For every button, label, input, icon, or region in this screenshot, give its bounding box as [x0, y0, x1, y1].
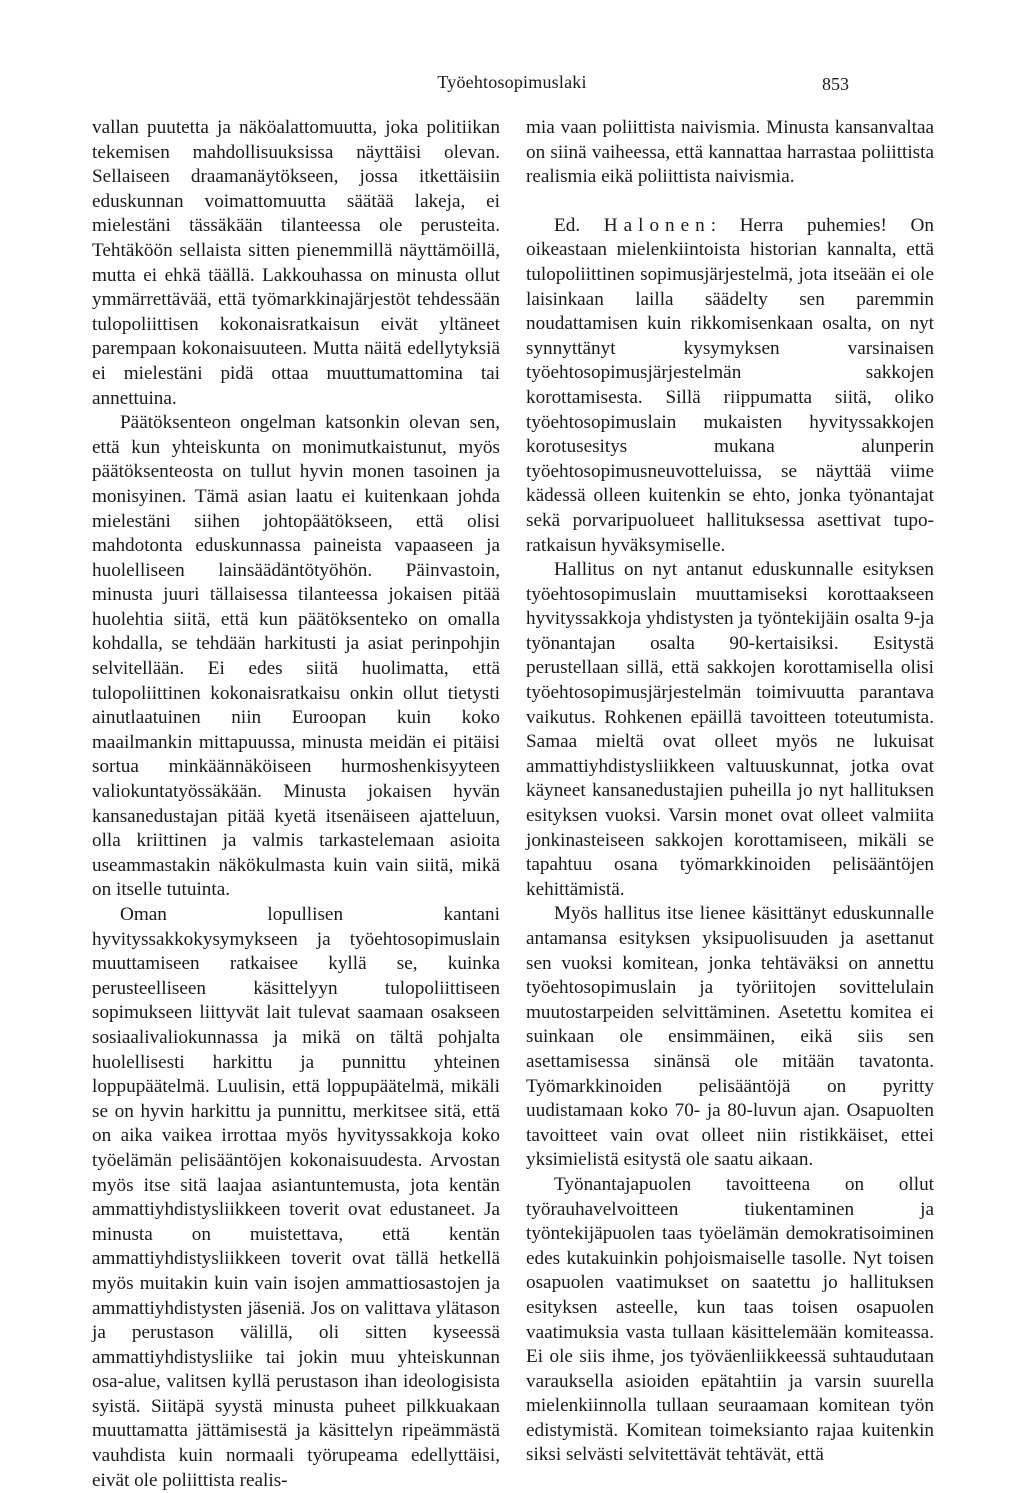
right-column	[526, 116, 934, 1468]
paragraph: Hallitus on nyt antanut eduskunnalle esityksen työehtosopimuslain muuttamiseksi korottaakseen hyvityssakkoja yhdistysten ja työntekijäin osalta 9-ja työnantajan osalta 90-kertaisiksi. Esitystä perustellaan sillä, että sakkojen korottamisella olisi työehtosopimusjärjestelmän toimivuutta parantava vaikutus. Rohkenen epäillä tavoitteen toteutumista. Samaa mieltä ovat olleet myös ne lukuisat ammattiyhdistysliikkeen valtuuskunnat, jotka ovat käyneet kansanedustajien puheilla jo nyt hallituksen esityksen vuoksi. Varsin monet ovat olleet valmiita jonkinasteiseen sakkojen korottamiseen, mikäli se tapahtuu osana työmarkkinoiden pelisääntöjen kehittämistä.	[526, 559, 934, 900]
speaker-prefix: Ed.	[554, 214, 604, 236]
left-column	[92, 116, 500, 1493]
paragraph: Oman lopullisen kantani hyvityssakkokysymykseen ja työehtosopimuslain muuttamiseen ratkaisee kyllä se, kuinka perusteelliseen käsittelyyn tulopoliittiseen sopimukseen liittyvät lait tulevat saamaan osakseen sosiaalivaliokunnassa ja mikä on tältä pohjalta huolellisesti harkittu ja punnittu yhteinen loppupäätelmä. Luulisin, että loppupäätelmä, mikäli se on hyvin harkittu ja punnittu, merkitsee sitä, että on aika vaikea irrottaa myös hyvityssakkoja koko työelämän pelisääntöjen kokonaisuudesta. Arvostan myös itse sitä laajaa asiantuntemusta, jota kentän ammattiyhdistysliikkeen toverit ovat edustaneet. Ja minusta on muistettava, että kentän ammattiyhdistysliikkeen toverit ovat tällä hetkellä myös muitakin kuin vain isojen ammattiosastojen ja ammattiyhdistysten jäseniä. Jos on valittava ylätason ja perustason välillä, oli sitten kyseessä ammattiyhdistysliike tai jokin muu yhteiskunnan osa-alue, valitsen kyllä perustason ihan ideologisista syistä. Siitäpä syystä minusta puheet pilkkuakaan muuttamatta jättämisestä ja käsittelyn ripeämmästä vauhdista kuin normaali työrupeama edellyttäisi, eivät ole poliittista realis-	[92, 904, 500, 1491]
paragraph: Työnantajapuolen tavoitteena on ollut työrauhavelvoitteen tiukentaminen ja työntekijäpuolen taas työelämän demokratisoiminen edes kutakuinkin pohjoismaiselle tasolle. Nyt toisen osapuolen vaatimukset on saatettu jo hallituksen esityksen asteelle, kun taas toisen osapuolen vaatimuksia vasta tullaan käsittelemään komiteassa. Ei ole siis ihme, jos työväenliikkeessä suhtaudutaan varauksella asioiden epätahtiin ja varsin suurella mielenkiinnolla tullaan seuraamaan komitean työn edistymistä. Komitean toimeksianto rajaa kuitenkin siksi selvästi selvitettävät tehtävät, että	[526, 1173, 934, 1466]
paragraph: Myös hallitus itse lienee käsittänyt eduskunnalle antamansa esityksen yksipuolisuuden ja asettanut sen vuoksi komitean, jonka tehtäväksi on annettu työehtosopimuslain ja työriitojen sovittelulain muutostarpeiden selvittäminen. Asetettu komitea ei suinkaan ole ensimmäinen, eikä siis sen asettamisessa sinänsä ole mitään tavatonta. Työmarkkinoiden pelisääntöjä on pyritty uudistamaan koko 70- ja 80-luvun ajan. Osapuolten tavoitteet vain ovat olleet niin ristikkäiset, ettei yksimielistä esitystä ole saatu aikaan.	[526, 903, 934, 1171]
page-header	[0, 68, 1024, 98]
paragraph: vallan puutetta ja näköalattomuutta, joka politiikan tekemisen mahdollisuuksissa näyttäisi olevan. Sellaiseen draamanäytökseen, jossa itkettäisiin eduskunnan voimattomuutta säätää lakeja, ei mielestäni tässäkään tilanteessa ole perusteita. Tehtäköön sellaista sitten pienemmillä näyttämöillä, mutta ei ehkä täällä. Lakkouhassa on minusta ollut ymmärrettävää, että työmarkkinajärjestöt tehdessään tulopoliittisen kokonaisratkaisun eivät yltäneet parempaan kokonaisuuteen. Mutta näitä edellytyksiä ei mielestäni pidä ottaa muuttumattomina tai annettuina.	[92, 117, 500, 409]
speaker-separator: :	[710, 214, 740, 236]
speech-paragraph	[526, 214, 934, 558]
running-title: Työehtosopimuslaki	[437, 72, 587, 92]
page-number: 853	[822, 74, 849, 94]
speaker-name: Halonen	[603, 214, 711, 236]
paragraph: mia vaan poliittista naivismia. Minusta kansanvaltaa on siinä vaiheessa, että kannattaa harrastaa poliittista realismia eikä poliittista naivismia.	[526, 117, 934, 188]
paragraph: Päätöksenteon ongelman katsonkin olevan sen, että kun yhteiskunta on monimutkaistunut, myös päätöksenteosta on tullut hyvin monen tasoinen ja monisyinen. Tämä asian laatu ei kuitenkaan johda mielestäni siihen johtopäätökseen, että olisi mahdotonta eduskunnassa paineista vapaaseen ja huolelliseen lainsäädäntötyöhön. Päinvastoin, minusta juuri tällaisessa tilanteessa jokaisen pitää huolehtia siitä, että kun päätöksenteko on omalla kohdalla, se tehdään harkitusti ja asiat perinpohjin selvitellään. Ei edes siitä huolimatta, että tulopoliittinen kokonaisratkaisu onkin ollut tietysti ainutlaatuinen niin Euroopan kuin koko maailmankin mittapuussa, minusta meidän ei pitäisi sortua minkäännäköiseen hurmoshenkisyyteen valiokuntatyössäkään. Minusta jokaisen hyvän kansanedustajan pitää kyetä itsenäiseen ajatteluun, olla kriittinen ja valmis tarkastelemaan asioita useammastakin näkökulmasta kuin vain siitä, mikä on itselle tutuinta.	[92, 412, 500, 901]
speech-text: Herra puhemies! On oikeastaan mielenkiintoista historian kannalta, että tulopoliittinen sopimusjärjestelmä, jota itseään ei ole laisinkaan lailla säädelty sen paremmin noudattamisen kuin rikkomisenkaan osalta, on nyt synnyttänyt kysymyksen varsinaisen työehtosopimusjärjestelmän sakkojen korottamisesta. Sillä riippumatta siitä, oliko työehtosopimuslain mukaisten hyvityssakkojen korotusesitys mukana alunperin työehtosopimusneuvotteluissa, se näyttää viime kädessä olleen kuitenkin se ehto, jonka työnantajat sekä porvaripuolueet hallituksessa asettivat tupo-ratkaisun hyväksymiselle.	[526, 214, 934, 556]
